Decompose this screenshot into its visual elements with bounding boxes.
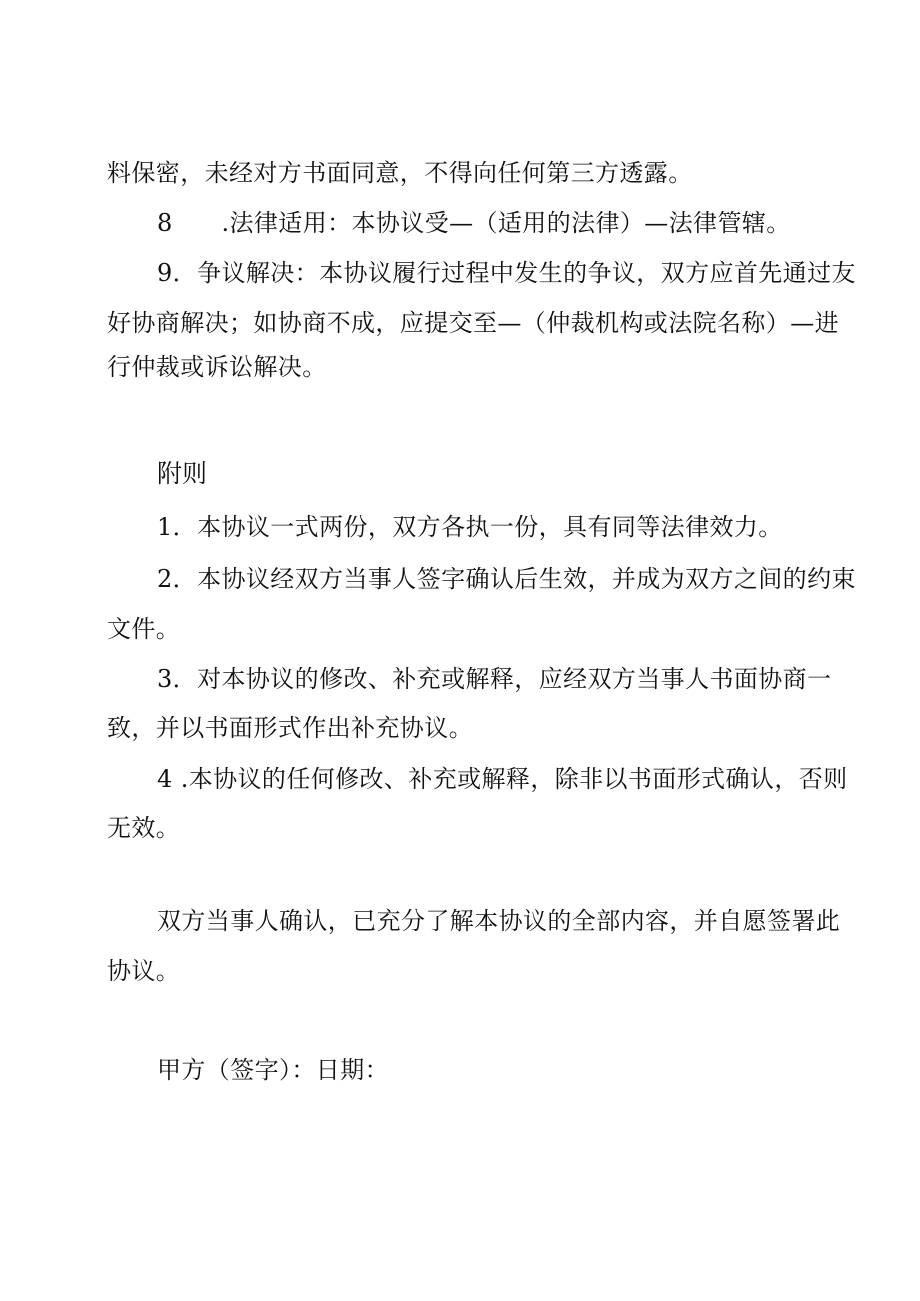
text-line: 料保密，未经对方书面同意，不得向任何第三方透露。 bbox=[107, 159, 693, 187]
confirmation-statement: 双方当事人确认，已充分了解本协议的全部内容，并自愿签署此 bbox=[157, 907, 841, 935]
section-heading-appendix: 附则 bbox=[157, 459, 208, 488]
text-line: 文件。 bbox=[107, 615, 181, 643]
text-line: 致，并以书面形式作出补充协议。 bbox=[107, 714, 473, 742]
appendix-item-4: 4 .本协议的任何修改、补充或解释，除非以书面形式确认，否则 bbox=[157, 765, 848, 793]
party-a-signature-line: 甲方（签字）：日期： bbox=[157, 1056, 389, 1084]
appendix-item-1: 1．本协议一式两份，双方各执一份，具有同等法律效力。 bbox=[157, 513, 783, 541]
clause-8-governing-law: 8 .法律适用：本协议受—（适用的法律）—法律管辖。 bbox=[157, 209, 791, 237]
appendix-item-3: 3．对本协议的修改、补充或解释，应经双方当事人书面协商一 bbox=[157, 665, 832, 693]
text-line: 协议。 bbox=[107, 957, 181, 985]
text-line: 好协商解决；如协商不成，应提交至—（仲裁机构或法院名称）—进 bbox=[107, 309, 839, 337]
text-line: 行仲裁或诉讼解决。 bbox=[107, 353, 327, 381]
text-line: 无效。 bbox=[107, 814, 181, 842]
clause-9-dispute-resolution: 9．争议解决：本协议履行过程中发生的争议，双方应首先通过友 bbox=[157, 259, 856, 287]
appendix-item-2: 2．本协议经双方当事人签字确认后生效，并成为双方之间的约束 bbox=[157, 565, 856, 593]
